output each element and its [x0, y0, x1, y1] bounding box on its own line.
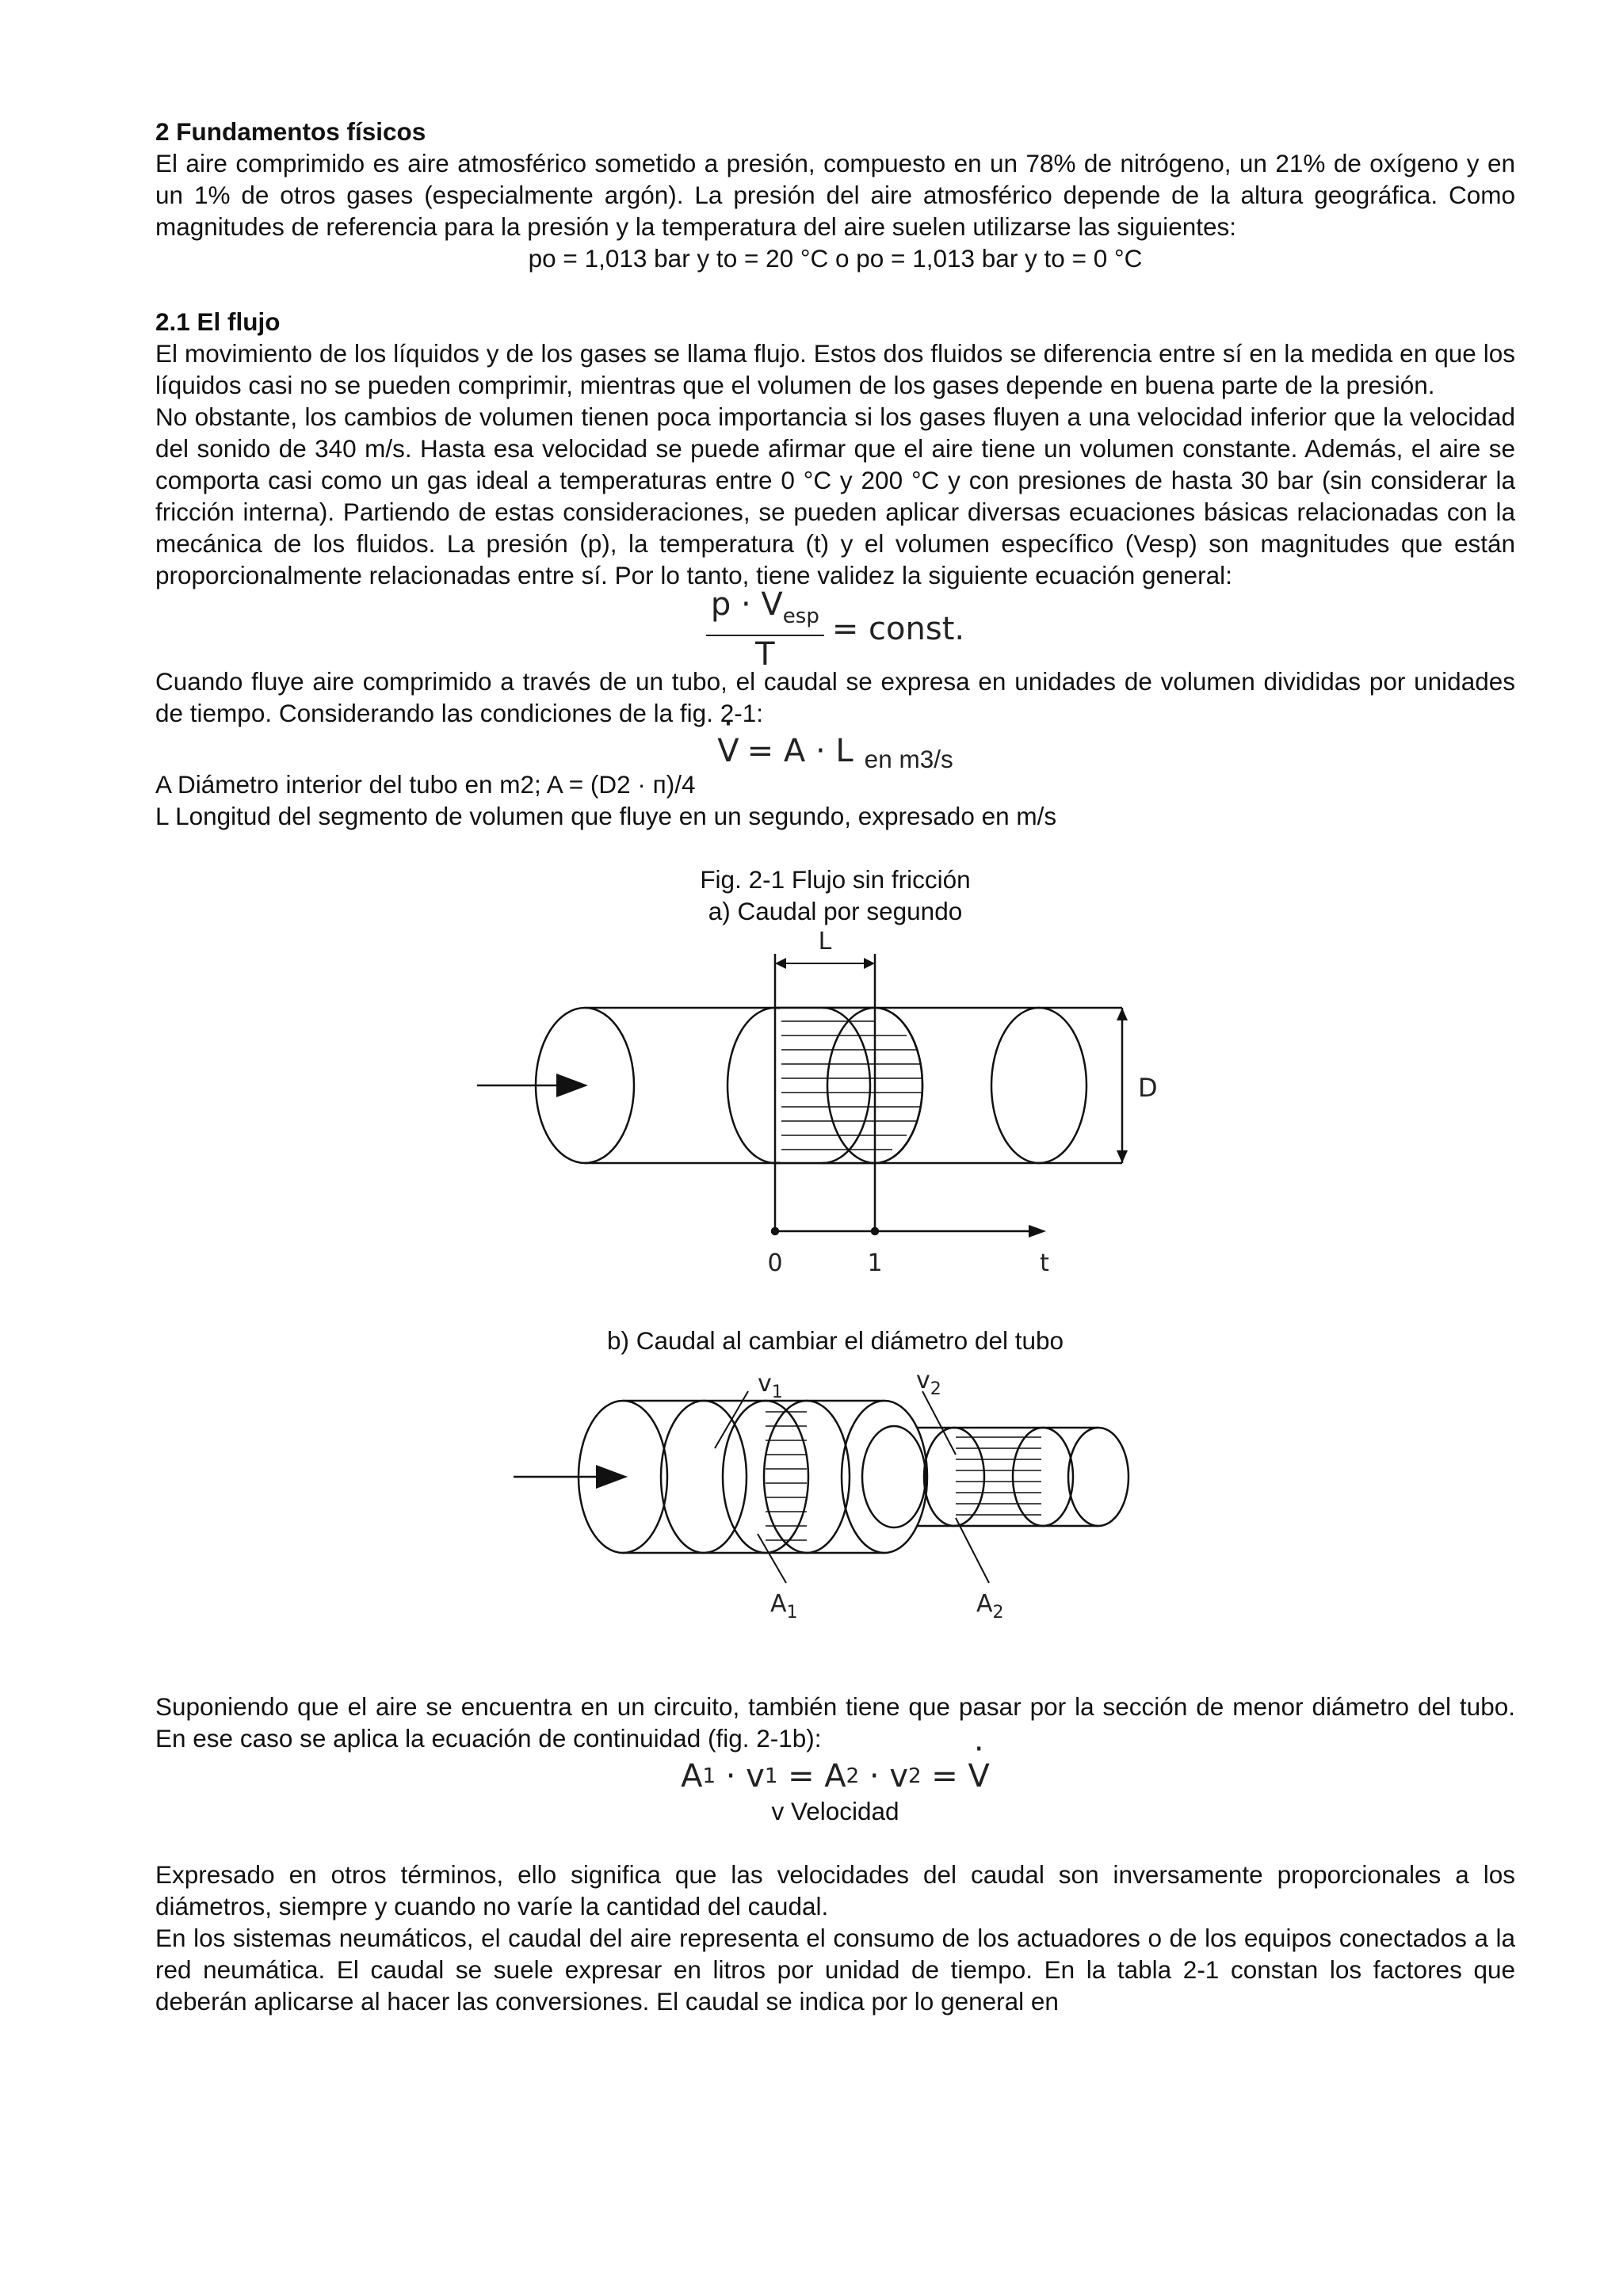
paragraph-flow-3: Cuando fluye aire comprimido a través de un tubo, el caudal se expresa en unidades de volumen divididas por unidades de tiempo. Considerando las condiciones de la fig. 2-1:	[155, 667, 1515, 727]
big-tube-end-ellipse	[842, 1401, 927, 1553]
arrow-head-b-icon	[596, 1465, 628, 1489]
label-l: L	[818, 930, 832, 955]
figure-b-diagram	[155, 1360, 1515, 1637]
eq-vdot-continuity: · V	[968, 1760, 990, 1792]
figure-caption-b: b) Caudal al cambiar el diámetro del tubo	[606, 1326, 1064, 1355]
reference-values: po = 1,013 bar y to = 20 °C o po = 1,013 bar y to = 0 °C	[528, 244, 1143, 273]
velocity-label: v Velocidad	[771, 1797, 899, 1825]
paragraph-intro: El aire comprimido es aire atmosférico sometido a presión, compuesto en un 78% de nitrógeno, un 21% de oxígeno y en un 1% de otros gases (especialmente argón). La presión del aire atmosférico depende de la altura geográfica. Como magnitudes de referencia para la presión y la temperatura del aire suelen utilizarse las siguientes:	[155, 149, 1515, 241]
document-page	[155, 116, 1515, 2017]
eq-numerator: p · V	[710, 585, 783, 623]
equation-general	[155, 585, 1515, 673]
label-t: t	[1040, 1249, 1049, 1277]
definition-a: A Diámetro interior del tubo en m2; A = (D2 · п)/4	[155, 770, 696, 799]
section-heading-2: 2 Fundamentos físicos	[155, 117, 426, 146]
label-v1: $v_1$	[758, 1370, 783, 1402]
figure-title: Fig. 2-1 Flujo sin fricción	[700, 865, 971, 894]
eq-rhs: = const.	[831, 611, 965, 647]
label-v2: $v_2$	[916, 1367, 941, 1399]
equation-continuity: A 1 · v 1 = A 2 · v 2 = · V	[155, 1757, 1515, 1795]
label-t0: 0	[767, 1249, 783, 1277]
label-d: D	[1138, 1073, 1158, 1103]
paragraph-continuity-3: En los sistemas neumáticos, el caudal del aire representa el consumo de los actuadores o de los equipos conectados a la red neumática. El caudal se suele expresar en litros por unidad de tiempo. En la tabla 2-1 constan los factores que deberán aplicarse al hacer las conversiones. El caudal se indica por lo general en	[155, 1924, 1515, 2016]
paragraph-continuity-2: Expresado en otros términos, ello significa que las velocidades del caudal son inversamente proporcionales a los diámetros, siempre y cuando no varíe la cantidad del caudal.	[155, 1860, 1515, 1920]
label-t1: 1	[867, 1249, 883, 1277]
eq-vdot: · V	[717, 735, 739, 767]
eq-denominator: T	[755, 635, 775, 673]
equation-fraction	[706, 586, 824, 673]
paragraph-flow-2: No obstante, los cambios de volumen tienen poca importancia si los gases fluyen a una velocidad inferior que la velocidad del sonido de 340 m/s. Hasta esa velocidad se puede afirmar que el aire tiene un volumen constante. Además, el aire se comporta casi como un gas ideal a temperaturas entre 0 °C y 200 °C y con presiones de hasta 30 bar (sin considerar la fricción interna). Partiendo de estas consideraciones, se pueden aplicar diversas ecuaciones básicas relacionadas con la mecánica de los fluidos. La presión (p), la temperatura (t) y el volumen específico (Vesp) son magnitudes que están proporcionalmente relacionadas entre sí. Por lo tanto, tiene validez la siguiente ecuación general:	[155, 402, 1515, 589]
paragraph-continuity-1: Suponiendo que el aire se encuentra en un circuito, también tiene que pasar por la sección de menor diámetro del tubo. En ese caso se aplica la ecuación de continuidad (fig. 2-1b):	[155, 1692, 1515, 1753]
definition-l: L Longitud del segmento de volumen que fluye en un segundo, expresado en m/s	[155, 802, 1057, 830]
section-ellipse-2	[991, 1008, 1086, 1163]
equation-flow	[155, 733, 1515, 773]
eq-numerator-sub: esp	[782, 604, 819, 628]
eq-flow-unit: en m3/s	[864, 745, 953, 773]
paragraph-flow-1: El movimiento de los líquidos y de los gases se llama flujo. Estos dos fluidos se diferencia entre sí en la medida en que los líquidos casi no se pueden comprimir, mientras que el volumen de los gases depende en buena parte de la presión.	[155, 339, 1515, 399]
figure-caption-a: a) Caudal por segundo	[708, 897, 963, 925]
arrow-head-icon	[556, 1074, 588, 1097]
label-a1: $A_1$	[770, 1590, 798, 1623]
eq-flow-rhs: = A · L	[747, 733, 854, 769]
figure-a-diagram	[155, 930, 1515, 1279]
label-a2: $A_2$	[976, 1590, 1004, 1623]
small-tube-end-ellipse	[1068, 1428, 1128, 1526]
section-heading-2-1: 2.1 El flujo	[155, 307, 281, 336]
small-tube-hatching	[956, 1437, 1041, 1515]
